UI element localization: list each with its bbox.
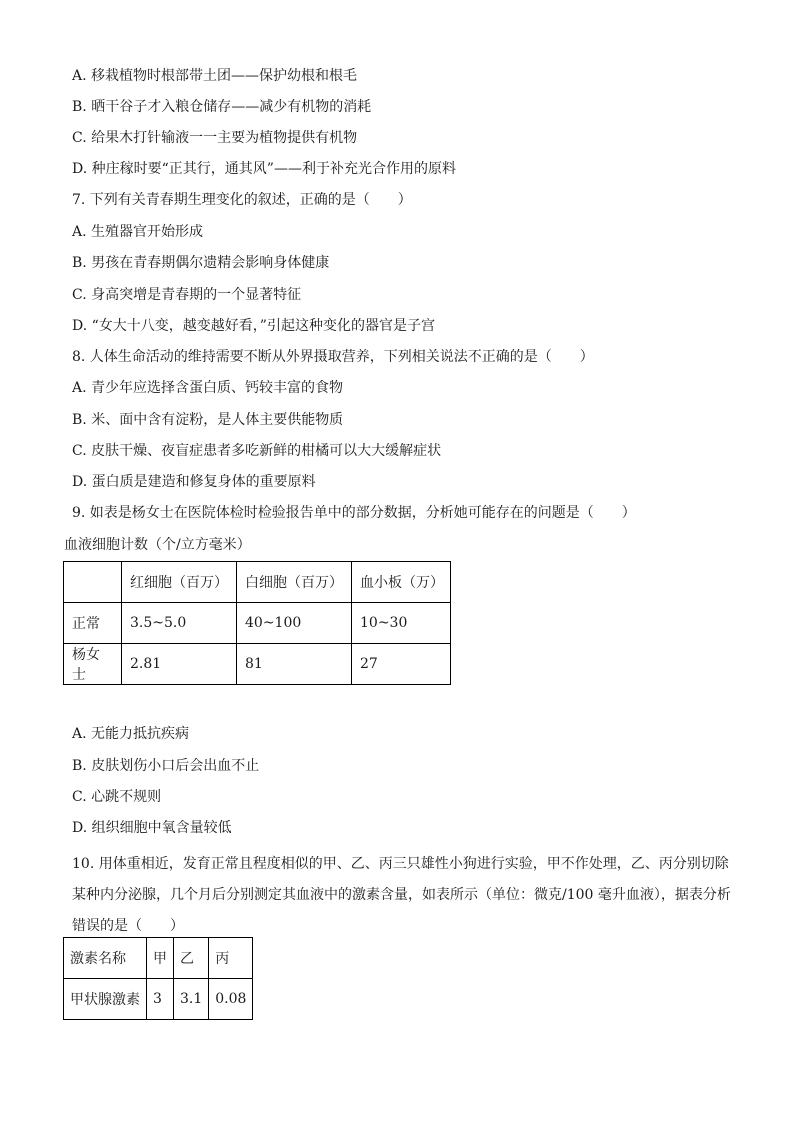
table-cell: 40~100 — [237, 603, 352, 644]
blood-count-table — [63, 561, 451, 685]
table-cell: 3.5~5.0 — [122, 603, 237, 644]
table-cell: 0.08 — [209, 979, 253, 1020]
table-cell: 3.1 — [174, 979, 209, 1020]
q6-option-a: A. 移栽植物时根部带土团——保护幼根和根毛 — [72, 68, 358, 84]
table-cell: 甲状腺激素 — [64, 979, 147, 1020]
table-cell: 3 — [147, 979, 174, 1020]
table-row — [64, 603, 451, 644]
table-cell: 激素名称 — [64, 938, 147, 979]
q7-option-c: C. 身高突增是青春期的一个显著特征 — [72, 287, 302, 303]
table-cell: 白细胞（百万） — [237, 562, 352, 603]
hormone-table — [63, 937, 253, 1020]
question-9: 9. 如表是杨女士在医院体检时检验报告单中的部分数据，分析她可能存在的问题是（ ） — [72, 505, 636, 521]
q6-option-c: C. 给果木打针输液一一主要为植物提供有机物 — [72, 130, 358, 146]
table-cell — [64, 562, 122, 603]
table-header-row — [64, 938, 253, 979]
table-cell: 10~30 — [352, 603, 451, 644]
table-row — [64, 644, 451, 685]
table-cell: 27 — [352, 644, 451, 685]
table-cell: 正常 — [64, 603, 122, 644]
question-7: 7. 下列有关青春期生理变化的叙述，正确的是（ ） — [72, 192, 412, 208]
q8-option-a: A. 青少年应选择含蛋白质、钙较丰富的食物 — [72, 380, 344, 396]
table-cell: 杨女士 — [64, 644, 122, 685]
q9-option-a: A. 无能力抵抗疾病 — [72, 726, 190, 742]
table1-caption: 血液细胞计数（个/立方毫米） — [64, 537, 251, 553]
q6-option-b: B. 晒干谷子才入粮仓储存——减少有机物的消耗 — [72, 99, 372, 115]
table-cell: 血小板（万） — [352, 562, 451, 603]
table-cell: 2.81 — [122, 644, 237, 685]
q7-option-b: B. 男孩在青春期偶尔遗精会影响身体健康 — [72, 255, 330, 271]
table-header-row — [64, 562, 451, 603]
q9-option-d: D. 组织细胞中氧含量较低 — [72, 820, 232, 836]
table-cell: 甲 — [147, 938, 174, 979]
table-cell: 乙 — [174, 938, 209, 979]
q8-option-b: B. 米、面中含有淀粉，是人体主要供能物质 — [72, 412, 344, 428]
q7-option-d: D. “女大十八变，越变越好看，”引起这种变化的器官是子宫 — [72, 318, 435, 334]
q8-option-c: C. 皮肤干燥、夜盲症患者多吃新鲜的柑橘可以大大缓解症状 — [72, 443, 442, 459]
q9-option-b: B. 皮肤划伤小口后会出血不止 — [72, 758, 260, 774]
question-10: 10. 用体重相近，发育正常且程度相似的甲、乙、丙三只雄性小狗进行实验，甲不作处理，乙、丙分别切除某种内分泌腺，几个月后分别测定其血液中的激素含量，如表所示（单位：微克/100 毫升血液），据表分析错误的是（ ） — [72, 856, 731, 934]
table-cell: 红细胞（百万） — [122, 562, 237, 603]
table-cell: 丙 — [209, 938, 253, 979]
q6-option-d: D. 种庄稼时要“正其行，通其风”——利于补充光合作用的原料 — [72, 161, 456, 177]
table-row — [64, 979, 253, 1020]
q9-option-c: C. 心跳不规则 — [72, 789, 162, 805]
table-cell: 81 — [237, 644, 352, 685]
q7-option-a: A. 生殖器官开始形成 — [72, 224, 204, 240]
q8-option-d: D. 蛋白质是建造和修复身体的重要原料 — [72, 474, 316, 490]
question-8: 8. 人体生命活动的维持需要不断从外界摄取营养，下列相关说法不正确的是（ ） — [72, 349, 594, 365]
